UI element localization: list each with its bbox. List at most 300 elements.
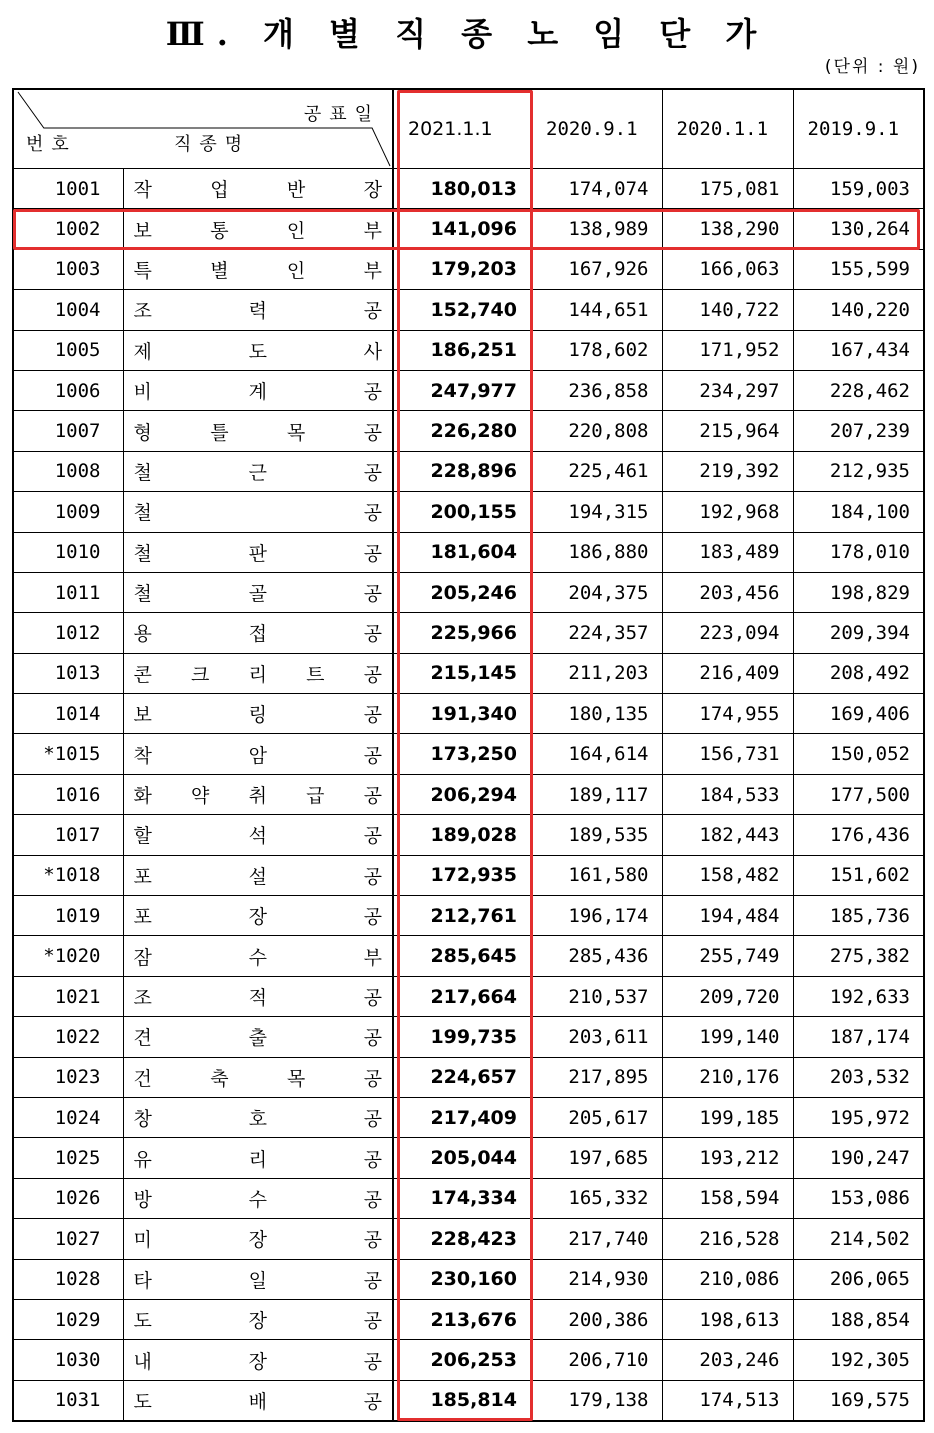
wage-value-2020-9-1: 194,315 <box>531 492 662 532</box>
wage-value-2019-9-1: 185,736 <box>793 896 924 936</box>
job-name-char: 공 <box>363 825 382 848</box>
header-job-name: 직종명 <box>174 134 251 155</box>
job-name-cell <box>123 249 393 289</box>
wage-value-2019-9-1: 178,010 <box>793 532 924 572</box>
job-name-char: 공 <box>363 381 382 404</box>
table-row <box>13 815 924 855</box>
wage-value-2020-9-1: 200,386 <box>531 1299 662 1339</box>
wage-value-2020-1-1: 171,952 <box>662 330 793 370</box>
job-name-cell <box>123 815 393 855</box>
job-name-char: 배 <box>248 1390 267 1413</box>
job-name-char: 접 <box>248 623 267 646</box>
job-name-char: 도 <box>248 340 267 363</box>
table-row <box>13 1380 924 1421</box>
job-name-char: 철 <box>133 583 152 606</box>
wage-value-2019-9-1: 177,500 <box>793 774 924 814</box>
job-name-cell <box>123 896 393 936</box>
row-number: 1011 <box>13 572 123 612</box>
wage-value-2019-9-1: 169,406 <box>793 694 924 734</box>
job-name-char: 공 <box>363 502 382 525</box>
job-name-char: 약 <box>191 785 210 808</box>
wage-value-2019-9-1: 151,602 <box>793 855 924 895</box>
wage-value-2020-9-1: 167,926 <box>531 249 662 289</box>
wage-value-2021-1-1: 189,028 <box>393 815 531 855</box>
wage-value-2020-9-1: 179,138 <box>531 1380 662 1421</box>
wage-value-2020-9-1: 189,117 <box>531 774 662 814</box>
job-name-char: 건 <box>133 1067 152 1090</box>
job-name-char: 형 <box>133 421 152 444</box>
table-row <box>13 1097 924 1137</box>
job-name-char: 트 <box>306 663 325 686</box>
job-name <box>134 781 383 808</box>
wage-value-2021-1-1: 212,761 <box>393 896 531 936</box>
table-row <box>13 1219 924 1259</box>
wage-value-2020-9-1: 217,895 <box>531 1057 662 1097</box>
wage-value-2019-9-1: 159,003 <box>793 169 924 209</box>
wage-value-2021-1-1: 217,409 <box>393 1097 531 1137</box>
job-name-char: 일 <box>248 1269 267 1292</box>
job-name-char: 목 <box>286 421 306 444</box>
row-number: 1006 <box>13 370 123 410</box>
wage-value-2019-9-1: 184,100 <box>793 492 924 532</box>
job-name-char: 공 <box>363 583 382 606</box>
wage-value-2019-9-1: 150,052 <box>793 734 924 774</box>
job-name-char: 계 <box>248 381 267 404</box>
row-number: *1015 <box>13 734 123 774</box>
wage-value-2020-1-1: 156,731 <box>662 734 793 774</box>
job-name-cell <box>123 1057 393 1097</box>
wage-value-2020-1-1: 203,246 <box>662 1340 793 1380</box>
job-name-cell <box>123 976 393 1016</box>
row-number: *1018 <box>13 855 123 895</box>
table-row <box>13 411 924 451</box>
wage-value-2020-1-1: 199,140 <box>662 1017 793 1057</box>
job-name-cell <box>123 411 393 451</box>
job-name-cell <box>123 734 393 774</box>
wage-value-2019-9-1: 195,972 <box>793 1097 924 1137</box>
job-name-cell <box>123 936 393 976</box>
job-name-char: 공 <box>363 1027 382 1050</box>
row-number: 1029 <box>13 1299 123 1339</box>
job-name-char: 공 <box>363 542 382 565</box>
wage-value-2021-1-1: 185,814 <box>393 1380 531 1421</box>
wage-value-2020-9-1: 165,332 <box>531 1178 662 1218</box>
wage-value-2020-1-1: 174,513 <box>662 1380 793 1421</box>
job-name-cell <box>123 613 393 653</box>
wage-value-2020-9-1: 211,203 <box>531 653 662 693</box>
job-name-char: 공 <box>363 1229 382 1252</box>
job-name <box>134 1387 383 1414</box>
job-name-char: 공 <box>363 785 382 808</box>
job-name <box>134 498 383 525</box>
wage-value-2021-1-1: 215,145 <box>393 653 531 693</box>
job-name-char: 통 <box>210 219 229 242</box>
job-name-char: 공 <box>363 1108 382 1131</box>
job-name <box>134 1185 383 1212</box>
job-name-char: 공 <box>363 865 382 888</box>
job-name-char: 보 <box>133 704 152 727</box>
job-name-char: 적 <box>248 987 267 1009</box>
job-name-char: 골 <box>248 583 267 606</box>
job-name-char: 공 <box>363 744 382 767</box>
job-name-cell <box>123 532 393 572</box>
row-number: 1019 <box>13 896 123 936</box>
row-number: 1024 <box>13 1097 123 1137</box>
job-name-char: 급 <box>306 785 325 808</box>
wage-value-2019-9-1: 140,220 <box>793 290 924 330</box>
wage-value-2020-9-1: 224,357 <box>531 613 662 653</box>
job-name-char: 부 <box>363 259 382 282</box>
table-row <box>13 492 924 532</box>
wage-value-2020-9-1: 180,135 <box>531 694 662 734</box>
wage-value-2020-1-1: 209,720 <box>662 976 793 1016</box>
wage-value-2020-9-1: 138,989 <box>531 209 662 249</box>
table-row <box>13 290 924 330</box>
table-row <box>13 572 924 612</box>
wage-value-2020-1-1: 255,749 <box>662 936 793 976</box>
row-number: 1025 <box>13 1138 123 1178</box>
wage-value-2020-9-1: 197,685 <box>531 1138 662 1178</box>
wage-value-2021-1-1: 206,294 <box>393 774 531 814</box>
job-name-char: 용 <box>133 623 152 646</box>
job-name-char: 철 <box>133 542 152 565</box>
wage-value-2020-9-1: 196,174 <box>531 896 662 936</box>
job-name <box>134 1145 383 1172</box>
job-name-char: 인 <box>286 259 306 282</box>
wage-value-2020-9-1: 214,930 <box>531 1259 662 1299</box>
job-name-cell <box>123 855 393 895</box>
wage-value-2020-9-1: 206,710 <box>531 1340 662 1380</box>
job-name-cell <box>123 1138 393 1178</box>
wage-value-2019-9-1: 214,502 <box>793 1219 924 1259</box>
job-name <box>134 418 383 445</box>
job-name-char: 목 <box>286 1067 306 1090</box>
wage-value-2019-9-1: 192,633 <box>793 976 924 1016</box>
job-name-char: 철 <box>133 502 152 525</box>
job-name <box>134 983 383 1010</box>
job-name <box>134 377 383 404</box>
wage-value-2020-1-1: 199,185 <box>662 1097 793 1137</box>
wage-value-2020-1-1: 138,290 <box>662 209 793 249</box>
wage-value-2020-1-1: 158,594 <box>662 1178 793 1218</box>
job-name-char: 공 <box>363 987 382 1009</box>
job-name <box>134 1104 383 1131</box>
job-name-char: 력 <box>248 300 267 323</box>
row-number: 1022 <box>13 1017 123 1057</box>
job-name-char: 공 <box>363 906 382 929</box>
row-number: 1003 <box>13 249 123 289</box>
job-name-cell <box>123 169 393 209</box>
job-name-cell <box>123 653 393 693</box>
wage-value-2021-1-1: 205,246 <box>393 572 531 612</box>
wage-value-2021-1-1: 186,251 <box>393 330 531 370</box>
job-name <box>134 256 383 283</box>
job-name-char: 장 <box>363 179 382 202</box>
wage-value-2021-1-1: 181,604 <box>393 532 531 572</box>
job-name-char: 장 <box>248 1310 267 1333</box>
wage-value-2020-1-1: 210,176 <box>662 1057 793 1097</box>
header-year-2019-9-1: 2019.9.1 <box>793 89 924 169</box>
job-name-char: 사 <box>363 340 382 363</box>
wage-value-2019-9-1: 167,434 <box>793 330 924 370</box>
table-row <box>13 1340 924 1380</box>
wage-value-2020-9-1: 220,808 <box>531 411 662 451</box>
job-name-char: 착 <box>133 744 152 767</box>
job-name-char: 리 <box>248 663 267 686</box>
wage-value-2021-1-1: 180,013 <box>393 169 531 209</box>
job-name <box>134 216 383 243</box>
wage-value-2020-9-1: 174,074 <box>531 169 662 209</box>
job-name-char: 공 <box>363 1350 382 1373</box>
row-number: 1002 <box>13 209 123 249</box>
wage-value-2021-1-1: 213,676 <box>393 1299 531 1339</box>
row-number: 1017 <box>13 815 123 855</box>
job-name-cell <box>123 1259 393 1299</box>
row-number: 1008 <box>13 451 123 491</box>
row-number: 1016 <box>13 774 123 814</box>
table-row <box>13 209 924 249</box>
wage-value-2021-1-1: 226,280 <box>393 411 531 451</box>
job-name-char: 설 <box>248 865 267 888</box>
job-name <box>134 579 383 606</box>
wage-value-2019-9-1: 228,462 <box>793 370 924 410</box>
wage-value-2019-9-1: 188,854 <box>793 1299 924 1339</box>
job-name-char: 부 <box>363 946 382 969</box>
job-name-char: 틀 <box>210 421 229 444</box>
wage-value-2021-1-1: 174,334 <box>393 1178 531 1218</box>
job-name <box>134 862 383 889</box>
table-row <box>13 1299 924 1339</box>
row-number: 1012 <box>13 613 123 653</box>
wage-value-2021-1-1: 152,740 <box>393 290 531 330</box>
job-name-char: 석 <box>248 825 267 848</box>
job-name-char: 장 <box>248 1350 267 1373</box>
job-name-char: 공 <box>363 300 382 323</box>
row-number: 1014 <box>13 694 123 734</box>
wage-value-2021-1-1: 224,657 <box>393 1057 531 1097</box>
job-name-char: 도 <box>133 1390 152 1413</box>
job-name <box>134 1023 383 1050</box>
row-number: 1005 <box>13 330 123 370</box>
wage-value-2019-9-1: 187,174 <box>793 1017 924 1057</box>
table-header <box>13 89 924 169</box>
wage-value-2020-1-1: 194,484 <box>662 896 793 936</box>
wage-value-2020-9-1: 204,375 <box>531 572 662 612</box>
table-row <box>13 734 924 774</box>
wage-value-2019-9-1: 206,065 <box>793 1259 924 1299</box>
job-name <box>134 619 383 646</box>
job-name-char: 판 <box>248 542 267 565</box>
table-row <box>13 1057 924 1097</box>
wage-value-2019-9-1: 155,599 <box>793 249 924 289</box>
job-name <box>134 741 383 768</box>
wage-value-2019-9-1: 198,829 <box>793 572 924 612</box>
row-number: 1021 <box>13 976 123 1016</box>
job-name <box>134 296 383 323</box>
header-year-2020-9-1: 2020.9.1 <box>531 89 662 169</box>
job-name-char: 공 <box>363 623 382 646</box>
row-number: 1007 <box>13 411 123 451</box>
wage-value-2019-9-1: 275,382 <box>793 936 924 976</box>
page-title: Ⅲ. 개 별 직 종 노 임 단 가 <box>165 15 769 53</box>
wage-value-2020-9-1: 203,611 <box>531 1017 662 1057</box>
wage-value-2021-1-1: 179,203 <box>393 249 531 289</box>
table-row <box>13 1178 924 1218</box>
wage-value-2020-1-1: 219,392 <box>662 451 793 491</box>
job-name <box>134 1064 383 1091</box>
wage-value-2020-9-1: 217,740 <box>531 1219 662 1259</box>
job-name-char: 제 <box>133 340 152 363</box>
wage-value-2021-1-1: 228,423 <box>393 1219 531 1259</box>
job-name-cell <box>123 290 393 330</box>
table-row <box>13 774 924 814</box>
job-name-char: 화 <box>133 785 152 808</box>
job-name-char: 방 <box>133 1188 152 1211</box>
row-number: 1009 <box>13 492 123 532</box>
wage-value-2020-1-1: 183,489 <box>662 532 793 572</box>
table-row <box>13 1259 924 1299</box>
job-name-char: 인 <box>286 219 306 242</box>
job-name-char: 공 <box>363 704 382 727</box>
job-name-cell <box>123 370 393 410</box>
header-year-2021-1-1: 2021.1.1 <box>393 89 531 169</box>
job-name-char: 비 <box>133 381 152 404</box>
wage-value-2020-9-1: 205,617 <box>531 1097 662 1137</box>
wage-value-2020-9-1: 144,651 <box>531 290 662 330</box>
table-body <box>13 169 924 1422</box>
job-name-char: 공 <box>363 421 382 444</box>
wage-value-2020-1-1: 234,297 <box>662 370 793 410</box>
job-name-char: 할 <box>133 825 152 848</box>
job-name-cell <box>123 1017 393 1057</box>
wage-value-2020-9-1: 285,436 <box>531 936 662 976</box>
table-row <box>13 613 924 653</box>
job-name-char: 링 <box>248 704 267 727</box>
job-name-char: 리 <box>248 1148 267 1171</box>
job-name <box>134 1347 383 1374</box>
wage-value-2020-1-1: 192,968 <box>662 492 793 532</box>
wage-value-2020-9-1: 178,602 <box>531 330 662 370</box>
header-year-2020-1-1: 2020.1.1 <box>662 89 793 169</box>
job-name-char: 업 <box>210 179 229 202</box>
table-row <box>13 936 924 976</box>
table-row <box>13 532 924 572</box>
wage-value-2019-9-1: 209,394 <box>793 613 924 653</box>
job-name-char: 타 <box>133 1269 152 1292</box>
unit-label: (단위 : 원) <box>824 57 920 77</box>
job-name-char: 창 <box>133 1108 152 1131</box>
job-name <box>134 700 383 727</box>
job-name-char: 포 <box>133 906 152 929</box>
job-name <box>134 1306 383 1333</box>
wage-value-2020-1-1: 174,955 <box>662 694 793 734</box>
wage-value-2019-9-1: 169,575 <box>793 1380 924 1421</box>
wage-value-2021-1-1: 247,977 <box>393 370 531 410</box>
job-name-char: 축 <box>210 1067 229 1090</box>
diagonal-header-cell <box>13 89 393 169</box>
wage-value-2021-1-1: 141,096 <box>393 209 531 249</box>
job-name-cell <box>123 1340 393 1380</box>
job-name-char: 포 <box>133 865 152 888</box>
job-name-cell <box>123 451 393 491</box>
wage-table <box>12 88 925 1422</box>
wage-value-2020-1-1: 193,212 <box>662 1138 793 1178</box>
job-name-char: 별 <box>210 259 229 282</box>
wage-value-2020-9-1: 186,880 <box>531 532 662 572</box>
job-name-char: 도 <box>133 1310 152 1333</box>
wage-value-2021-1-1: 228,896 <box>393 451 531 491</box>
job-name <box>134 1266 383 1293</box>
job-name-char: 공 <box>363 1269 382 1292</box>
wage-value-2021-1-1: 217,664 <box>393 976 531 1016</box>
job-name-char: 유 <box>133 1148 152 1171</box>
table-row <box>13 896 924 936</box>
wage-value-2021-1-1: 205,044 <box>393 1138 531 1178</box>
job-name <box>134 175 383 202</box>
wage-value-2020-1-1: 216,528 <box>662 1219 793 1259</box>
job-name-char: 특 <box>133 259 152 282</box>
wage-value-2020-1-1: 215,964 <box>662 411 793 451</box>
table-row <box>13 330 924 370</box>
row-number: 1026 <box>13 1178 123 1218</box>
job-name-cell <box>123 774 393 814</box>
wage-value-2020-1-1: 184,533 <box>662 774 793 814</box>
job-name-cell <box>123 1380 393 1421</box>
job-name-char: 미 <box>133 1229 152 1252</box>
row-number: 1010 <box>13 532 123 572</box>
row-number: 1027 <box>13 1219 123 1259</box>
wage-value-2019-9-1: 153,086 <box>793 1178 924 1218</box>
table-row <box>13 370 924 410</box>
job-name <box>134 821 383 848</box>
table-row <box>13 976 924 1016</box>
table-row <box>13 451 924 491</box>
wage-value-2020-1-1: 210,086 <box>662 1259 793 1299</box>
job-name-char: 수 <box>248 1188 267 1211</box>
job-name-char: 공 <box>363 1067 382 1090</box>
wage-value-2020-1-1: 223,094 <box>662 613 793 653</box>
job-name-cell <box>123 330 393 370</box>
job-name-char: 조 <box>133 300 152 323</box>
job-name-cell <box>123 572 393 612</box>
wage-value-2021-1-1: 191,340 <box>393 694 531 734</box>
job-name-char: 출 <box>248 1027 267 1050</box>
job-name-char: 콘 <box>133 663 152 686</box>
job-name-char: 철 <box>133 461 152 484</box>
wage-value-2020-1-1: 203,456 <box>662 572 793 612</box>
wage-value-2020-9-1: 210,537 <box>531 976 662 1016</box>
job-name-cell <box>123 1097 393 1137</box>
wage-value-2020-1-1: 166,063 <box>662 249 793 289</box>
wage-value-2020-9-1: 164,614 <box>531 734 662 774</box>
wage-value-2020-1-1: 216,409 <box>662 653 793 693</box>
job-name-cell <box>123 1219 393 1259</box>
table-row <box>13 1138 924 1178</box>
job-name <box>134 539 383 566</box>
job-name-cell <box>123 1178 393 1218</box>
job-name-char: 작 <box>133 179 152 202</box>
wage-value-2020-1-1: 198,613 <box>662 1299 793 1339</box>
job-name-char: 부 <box>363 219 382 242</box>
job-name <box>134 660 383 687</box>
wage-value-2020-9-1: 161,580 <box>531 855 662 895</box>
wage-value-2020-1-1: 158,482 <box>662 855 793 895</box>
wage-value-2021-1-1: 206,253 <box>393 1340 531 1380</box>
job-name-char: 내 <box>133 1350 152 1373</box>
job-name-char: 공 <box>363 1390 382 1413</box>
row-number: 1013 <box>13 653 123 693</box>
job-name-char: 암 <box>248 744 267 767</box>
